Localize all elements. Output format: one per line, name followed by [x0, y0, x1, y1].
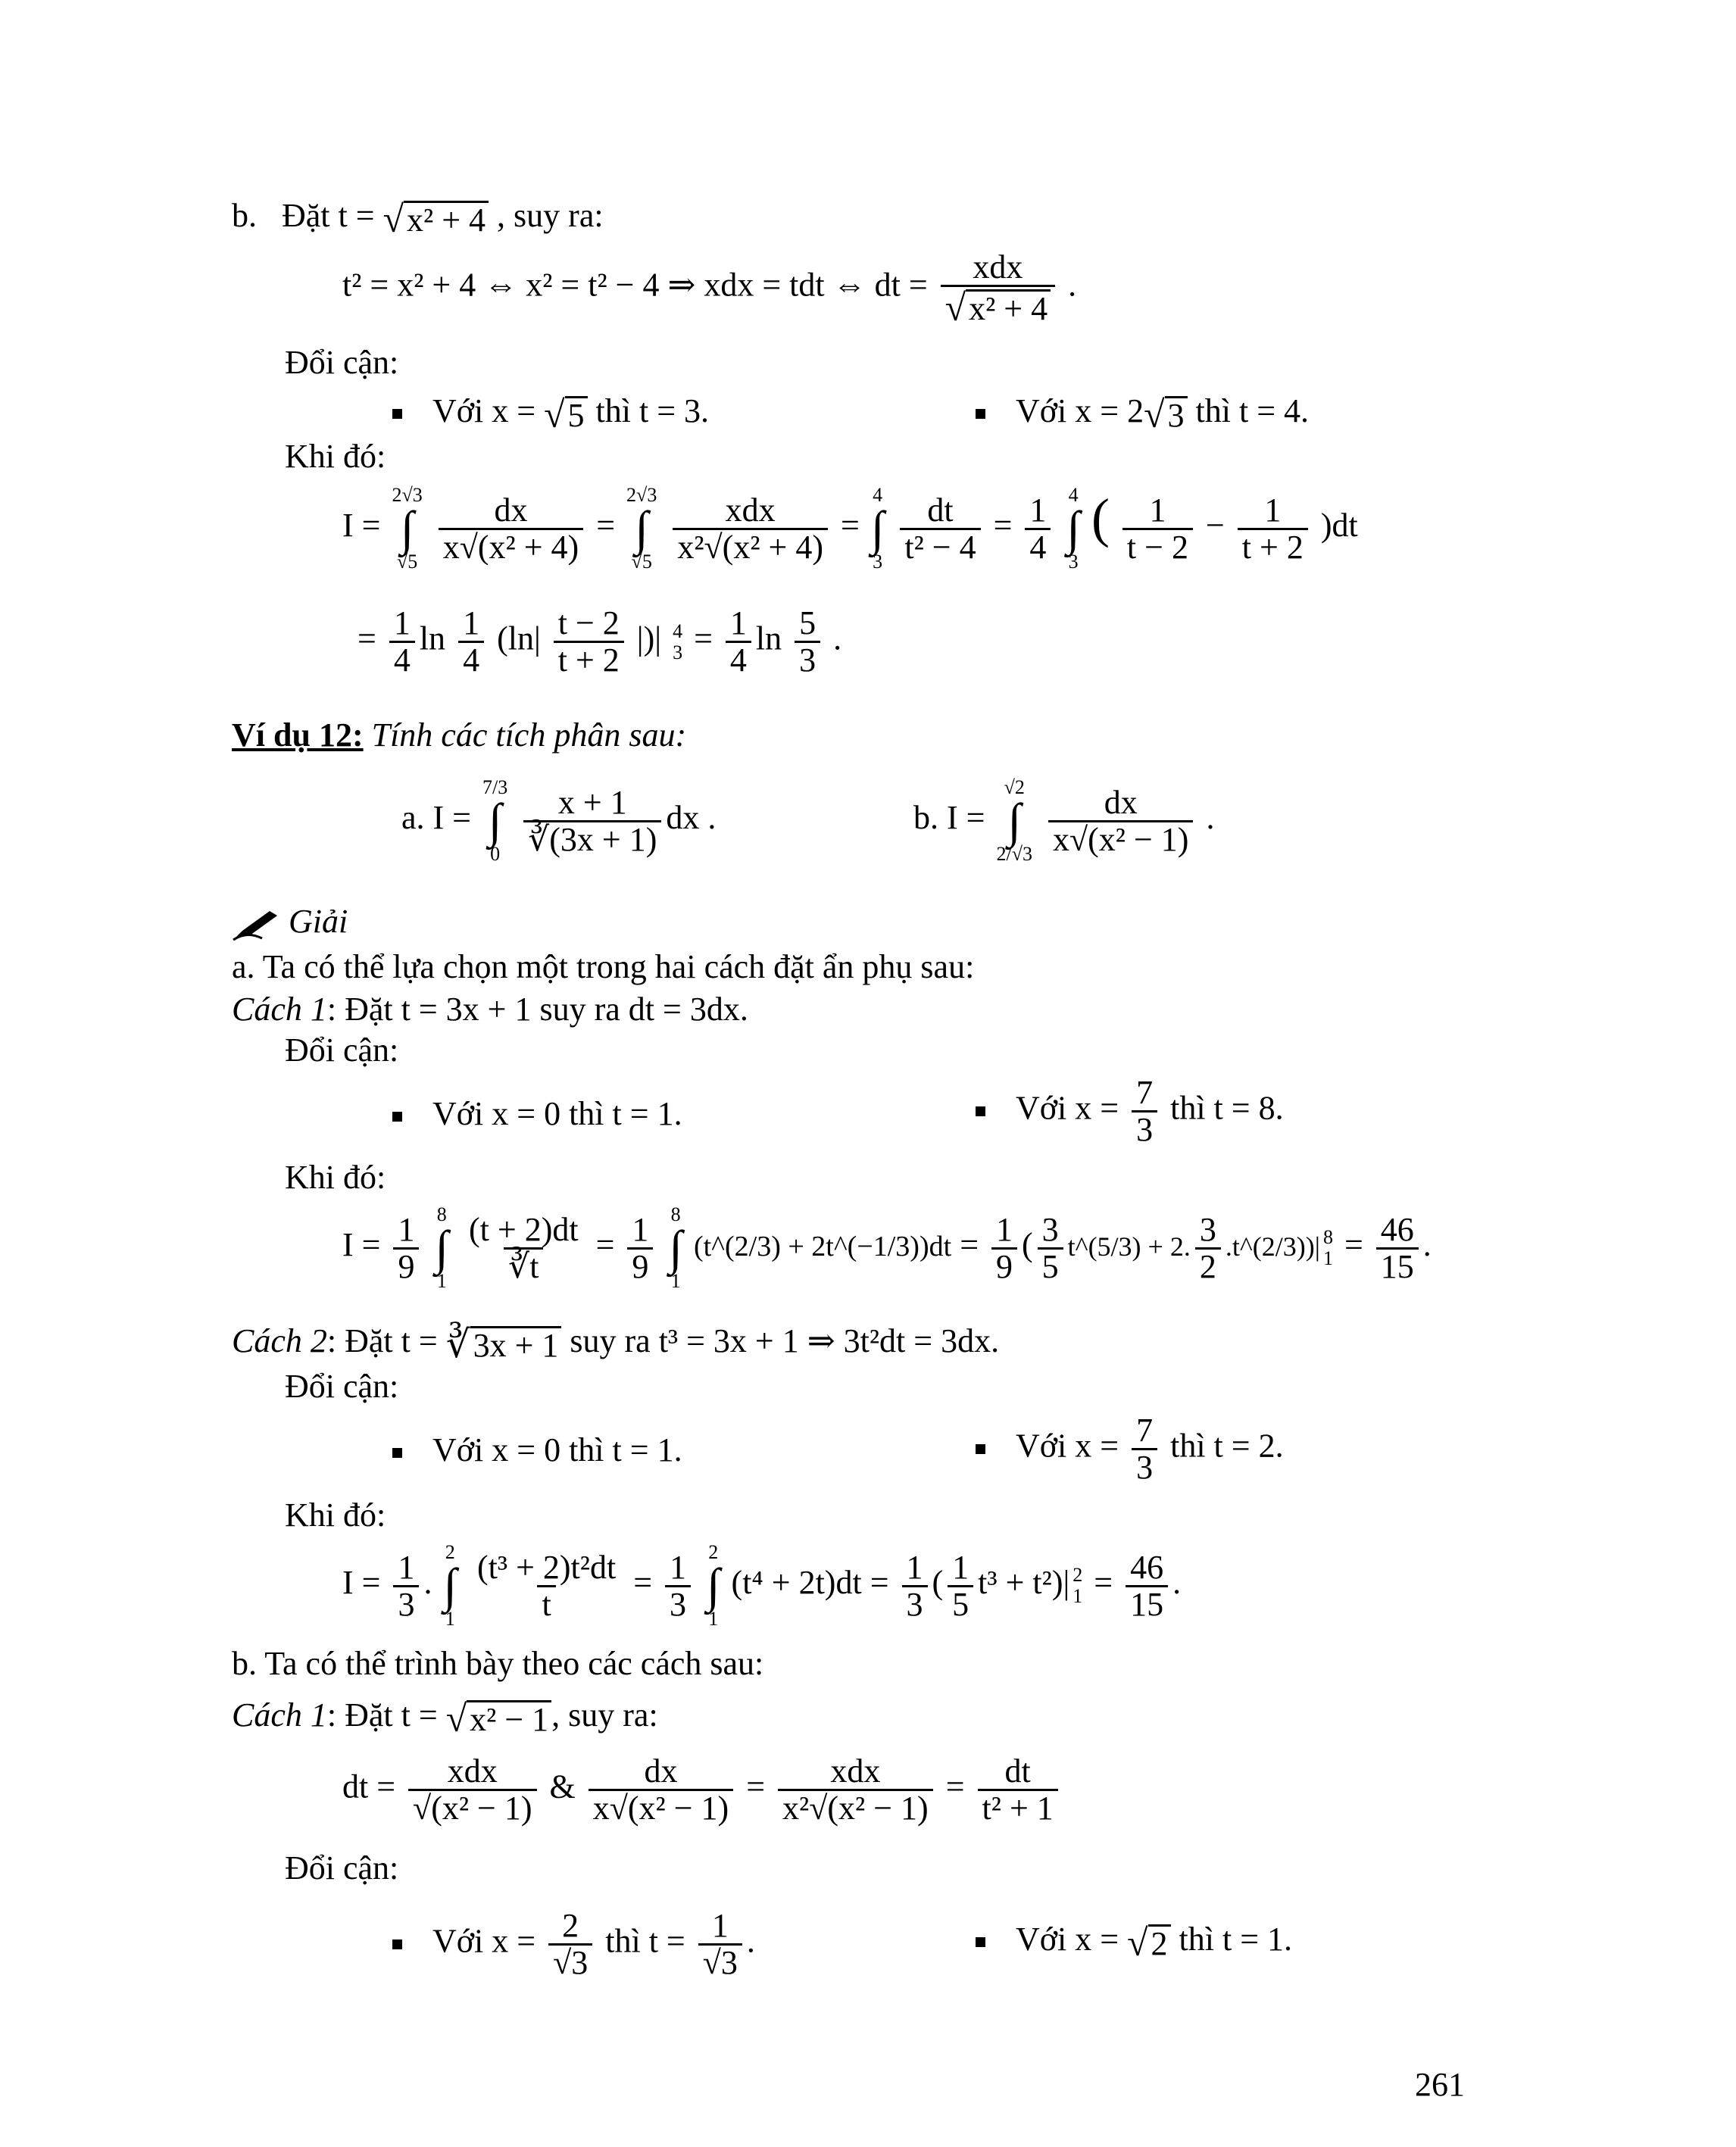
- example-item-b: b. I = √2 ∫ 2/√3 $\frac{dx}{\text{x√(x² − 1)}}$ .: [913, 776, 1215, 865]
- doi-can-label: Đổi cận:: [285, 344, 399, 381]
- solution-b-intro: b. Ta có thể trình bày theo các cách sau:: [232, 1645, 764, 1682]
- bound-item-left: Với x = 0 thì t = 1.: [392, 1094, 682, 1134]
- sqrt-expression: √ x² + 4: [383, 200, 489, 238]
- bound-item-right: Với x = √ 2 thì t = 1.: [976, 1919, 1292, 1961]
- bullet-icon: [976, 1444, 985, 1454]
- integral-sign: 4 ∫ 3: [1066, 484, 1080, 573]
- bound-item-right: Với x = $\frac{7}{3}$ thì t = 2.: [976, 1413, 1284, 1485]
- bound-item-left: Với x = $\frac{2}{√3}$ thì t = $\frac{1}{√3}$ .: [392, 1908, 755, 1980]
- cach-2-line: Cách 2: Đặt t = ∛ 3x + 1 suy ra t³ = 3x + 1 ⇒ 3t²dt = 3dx.: [232, 1322, 1000, 1365]
- khi-do-label: Khi đó:: [285, 1496, 386, 1534]
- bullet-icon: [976, 409, 985, 419]
- pen-writing-icon: [232, 908, 280, 941]
- doi-can-label: Đổi cận:: [285, 1031, 399, 1069]
- derivation-line: t² = x² + 4 ⇔ x² = t² − 4 ⇒ xdx = tdt ⇔ dt = xdx √ x² + 4 .: [342, 248, 1077, 329]
- example-heading: [232, 715, 686, 756]
- bullet-icon: [976, 1937, 985, 1947]
- example-item-a: a. I = 7/3 ∫ 0 $\frac{x + 1}{∛(3x + 1)}$ dx .: [401, 776, 717, 865]
- part-b-intro-tail: , suy ra:: [497, 197, 604, 234]
- equation-integral-1: I = 2√3 ∫ √5 $\frac{dx}{\text{x√(x² + 4)}}$ = 2√3 ∫ √5 $\frac{\text{xdx}}{\text{x²√(x² + 4)}}$ = 4 ∫ 3 $\frac{dt}{\text{t² − 4}}$ = $\frac{1}{4}$ 4 ∫ 3 ( $\frac{1}{t - 2}$ − $\frac{1}{t + 2}$ )dt: [342, 484, 1358, 573]
- doi-can-label: Đổi cận:: [285, 1849, 399, 1886]
- example-title: Ví dụ 12:: [232, 716, 364, 754]
- page-number: 261: [1415, 2066, 1465, 2103]
- integral-sign: 4 ∫ 3: [870, 484, 885, 573]
- solution-a-intro: a. Ta có thể lựa chọn một trong hai cách đặt ẩn phụ sau:: [232, 948, 975, 985]
- part-b-intro-line: [232, 195, 604, 238]
- fraction: xdx √ x² + 4: [941, 250, 1055, 326]
- bullet-icon: [392, 1939, 402, 1949]
- part-b-label: b.: [232, 197, 257, 234]
- part-b-intro: Đặt t =: [282, 197, 383, 234]
- bound-item-left: Với x = 0 thì t = 1.: [392, 1430, 682, 1471]
- integral-sign: 2√3 ∫ √5: [392, 484, 423, 573]
- derivation-text: t² = x² + 4 ⇔ x² = t² − 4 ⇒ xdx = tdt ⇔ dt =: [342, 266, 936, 304]
- khi-do-label: Khi đó:: [285, 1159, 386, 1196]
- equation-cach-1: I = $\frac{1}{9}$ 8 ∫ 1 $\frac{(t + 2)dt}{∛t}$ = $\frac{1}{9}$ 8 ∫ 1 (t^(2/3) + 2t^(−1/3))dt = $\frac{1}{9}$ ( $\frac{3}{5}$ t^(5/3) + 2. $\frac{3}{2}$ .t^(2/3))| 8 1 = $\frac{46}{15}$ .: [342, 1203, 1432, 1292]
- integral-sign: 2√3 ∫ √5: [626, 484, 657, 573]
- b-cach-1-line: Cách 1: Đặt t = √ x² − 1 , suy ra:: [232, 1696, 658, 1740]
- bound-item-right: Với x = 2 √ 3 thì t = 4.: [976, 391, 1309, 433]
- bullet-icon: [392, 1112, 402, 1122]
- equation-cach-2: I = $\frac{1}{3}$ . 2 ∫ 1 $\frac{\text{(t³ + 2)t²dt}}{t}$ = $\frac{1}{3}$ 2 ∫ 1 (t⁴ + 2t)dt = $\frac{1}{3}$ ( $\frac{1}{5}$ t³ + t²)| 2 1 = $\frac{46}{15}$ .: [342, 1541, 1182, 1630]
- solution-heading: Giải: [232, 901, 348, 942]
- equation-b-dt: dt = $\frac{\text{xdx}}{\text{√(x² − 1)}}$ & $\frac{dx}{\text{x√(x² − 1)}}$ = $\frac{\text{xdx}}{\text{x²√(x² − 1)}}$ = $\frac{dt}{\text{t² + 1}}$: [342, 1754, 1063, 1826]
- bullet-icon: [392, 409, 402, 419]
- khi-do-label: Khi đó:: [285, 438, 386, 475]
- bullet-icon: [976, 1106, 985, 1116]
- doi-can-label: Đổi cận:: [285, 1368, 399, 1405]
- example-prompt: Tính các tích phân sau:: [371, 716, 687, 754]
- cach-1-line: Cách 1: Đặt t = 3x + 1 suy ra dt = 3dx.: [232, 991, 748, 1028]
- bound-item-left: Với x = √ 5 thì t = 3.: [392, 391, 709, 433]
- bound-item-right: Với x = $\frac{7}{3}$ thì t = 8.: [976, 1075, 1284, 1147]
- equation-result-1: = $\frac{1}{4}$ ln $\frac{1}{4}$ (ln| $\frac{t - 2}{t + 2}$ |)| 4 3 = $\frac{1}{4}$ ln $\frac{5}{3}$ .: [358, 604, 842, 679]
- bullet-icon: [392, 1448, 402, 1458]
